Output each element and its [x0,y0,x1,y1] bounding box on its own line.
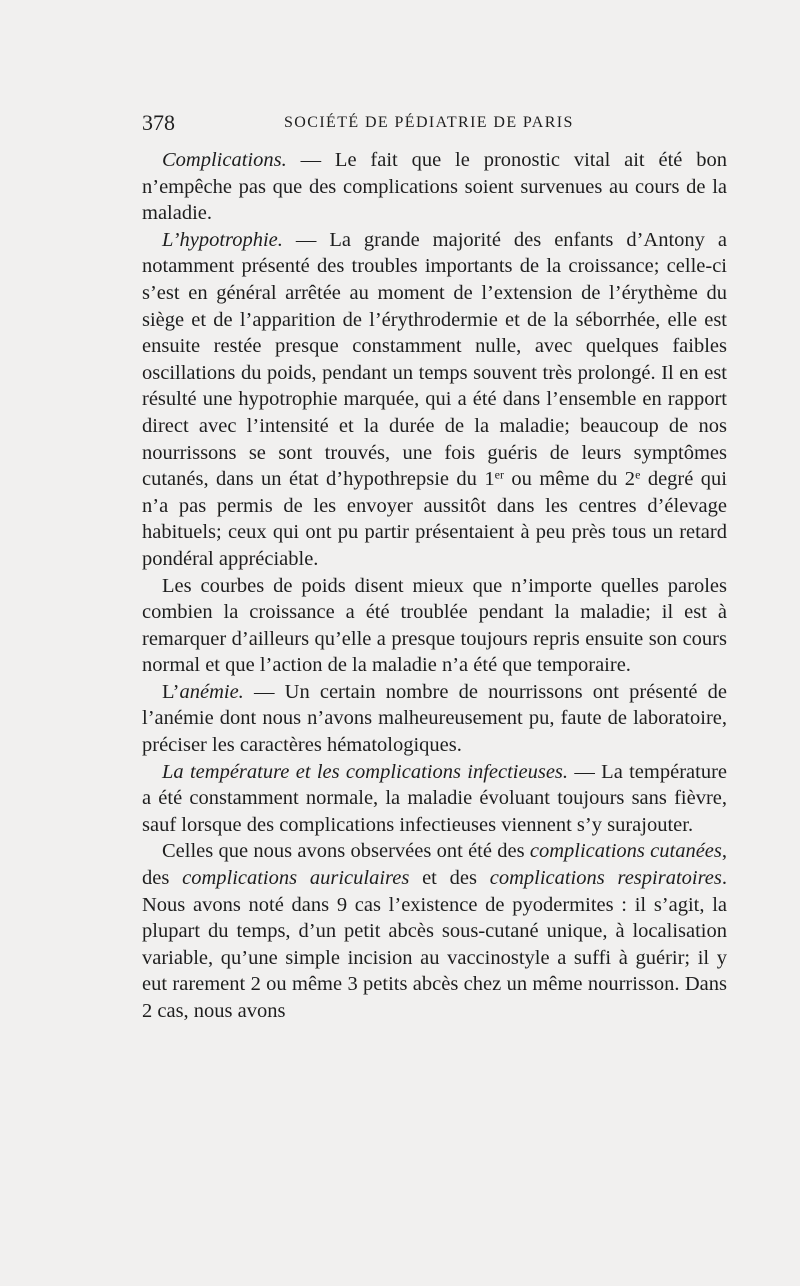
emphasis: complications respiratoires [489,867,722,890]
paragraph-text: — La grande majorité des enfants d’Antony a notamment présenté des troubles importants de la croissance; celle-ci s’est en général arrêtée au moment de l’extension de l’érythème du siège et de l’apparition de l’érythrodermie et de la séborrhée, elle est ensuite restée presque constamment nulle, avec quelques faibles oscillations du poids, pendant un temps souvent très prolongé. Il en est résulté une hypotrophie marquée, qui a été dans l’ensemble en rapport direct avec l’intensité et la durée de la maladie; beaucoup de nos nourrissons se sont trouvés, une fois guéris de leurs symptômes cutanés, dans un état d’hypothrepsie du 1 [142,228,727,491]
paragraph-courbes-de-poids [142,573,727,679]
superscript: er [494,467,504,482]
paragraph-text: Les courbes de poids disent mieux que n’importe quelles paroles combien la croissance a été troublée pendant la maladie; il est à remarquer d’ailleurs qu’elle a presque toujours repris ensuite son cours normal et que l’action de la maladie n’a été que temporaire. [142,574,727,677]
paragraph-text: , des [142,840,728,890]
superscript: e [635,467,641,482]
paragraph-text: ou même du 2 [503,468,636,491]
section-title-temperature: La température et les complications infectieuses. [162,760,569,783]
paragraph-text: — Le fait que le pronostic vital ait été bon n’empêche pas que des complications soient survenues au cours de la maladie. [142,149,727,225]
page-header [142,110,727,142]
paragraph-text: — La température a été constamment normale, la maladie évoluant toujours sans fièvre, sauf lorsque des complications infectieuses viennent s’y surajouter. [142,760,727,836]
running-head: SOCIÉTÉ DE PÉDIATRIE DE PARIS [284,114,574,131]
paragraph-anemie [142,679,727,759]
paragraph-text: et des [409,867,490,890]
paragraph-temperature [142,759,727,839]
section-title-anemie: anémie. [179,680,244,703]
emphasis: complications auriculaires [182,867,410,890]
page-number: 378 [142,110,175,135]
paragraph-text: . Nous avons noté dans 9 cas l’existence de pyodermites : il s’agit, la plupart du temps, d’un petit abcès sous-cutané unique, à localisation variable, qu’une simple incision au vaccinostyle a suffi à guérir; il y eut rarement 2 ou même 3 petits abcès chez un même nourrisson. Dans 2 cas, nous avons [142,867,728,1022]
emphasis: complications cutanées [529,840,722,863]
paragraph-hypotrophie [142,227,727,573]
paragraph-complications [142,147,727,227]
section-title-hypotrophie: L’hypotrophie. [162,228,283,251]
paragraph-complications-observees [142,838,727,1024]
section-title-prefix: L’ [162,680,180,703]
section-title-complications: Complications. [162,149,287,171]
paragraph-text: Celles que nous avons observées ont été des [162,840,530,863]
paragraph-text: — Un certain nombre de nourrissons ont présenté de l’anémie dont nous n’avons malheureusement pu, faute de laboratoire, préciser les caractères hématologiques. [142,680,727,757]
paragraph-text: degré qui n’a pas permis de les envoyer aussitôt dans les centres d’élevage habituels; ceux qui ont pu partir présentaient à peu près tous un retard pondéral appréciable. [142,468,727,570]
body-text [142,147,727,1025]
